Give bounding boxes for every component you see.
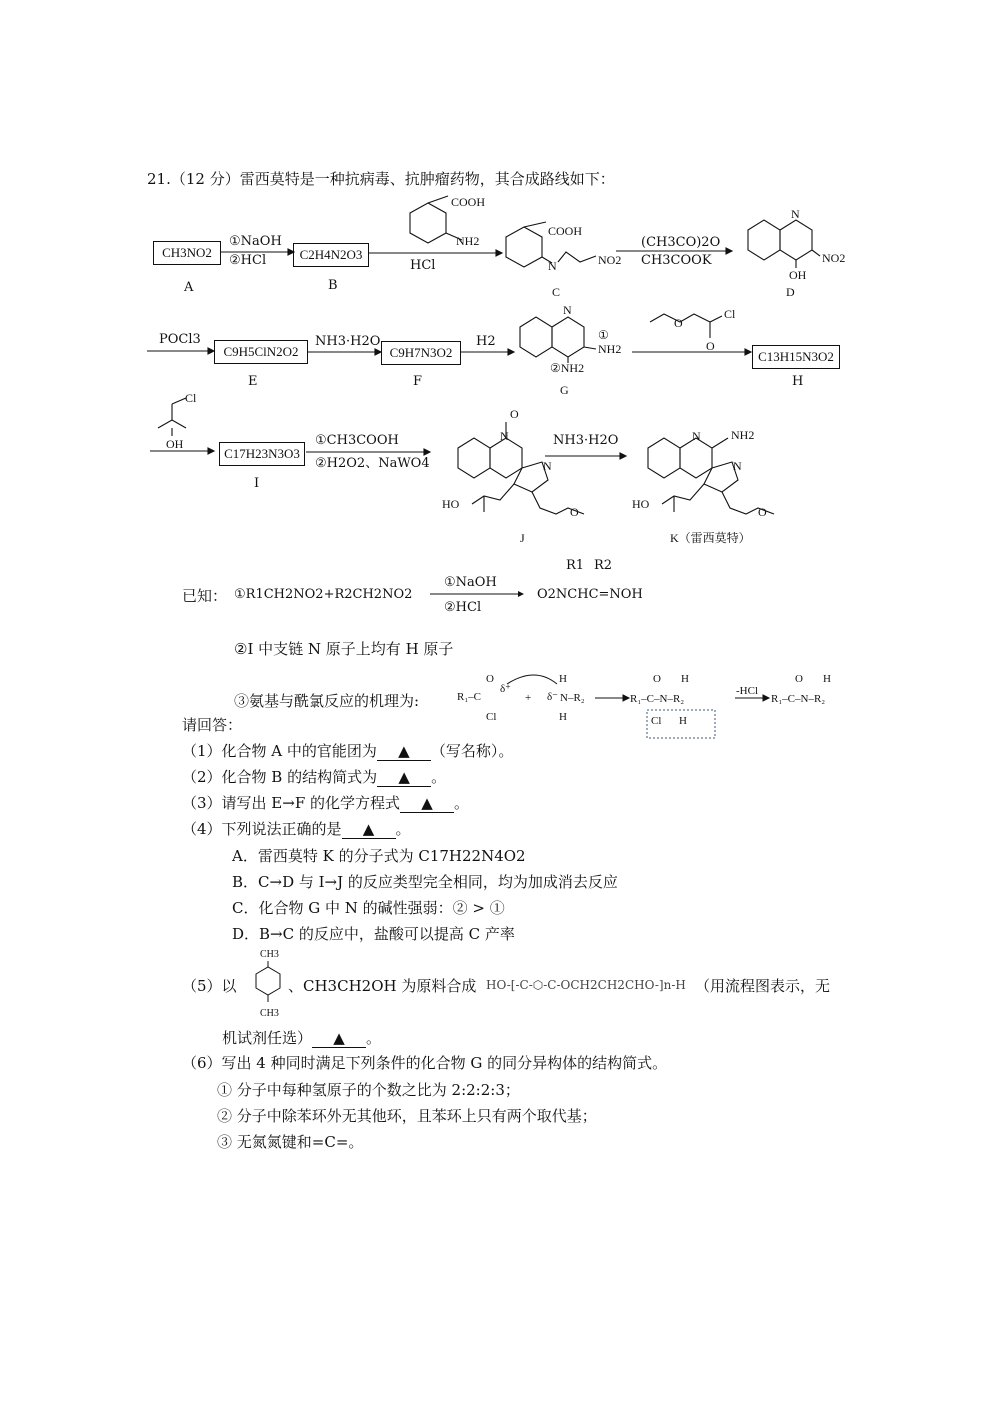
- q4: （4）下列说法正确的是 ▲ 。: [182, 820, 411, 838]
- svg-text:H: H: [823, 673, 831, 685]
- known-r1-cond-bottom: ②HCl: [444, 600, 482, 615]
- compound-b-box: C2H4N2O3: [293, 243, 369, 267]
- step8-bottom: ②H2O2、NaWO4: [315, 456, 430, 471]
- known-r1-arrow: [430, 588, 526, 600]
- d-no2: NO2: [822, 251, 846, 265]
- q3: （3）请写出 E→F 的化学方程式 ▲ 。: [182, 794, 470, 812]
- j-ring-n: N: [543, 459, 552, 473]
- k-ring-n: N: [733, 459, 742, 473]
- label-c: C: [552, 285, 561, 299]
- svg-text:R₁–C–N–R₂: R₁–C–N–R₂: [771, 693, 826, 705]
- svg-text:H: H: [559, 673, 567, 685]
- q3-answer-blank[interactable]: ▲: [400, 794, 454, 813]
- reagent-cooh: COOH: [451, 195, 486, 209]
- label-h: H: [792, 374, 804, 389]
- label-i: I: [254, 476, 260, 491]
- g-site2: ②NH2: [550, 361, 585, 375]
- known-r1-r1: R1: [566, 558, 585, 573]
- option-a: A．雷西莫特 K 的分子式为 C17H22N4O2: [232, 847, 526, 865]
- q6: （6）写出 4 种同时满足下列条件的化合物 G 的同分异构体的结构简式。: [182, 1054, 668, 1072]
- step3-top: (CH3CO)2O: [641, 235, 721, 250]
- compound-e-box: C9H5ClN2O2: [214, 340, 308, 364]
- step1-bottom: ②HCl: [229, 253, 267, 268]
- d-n: N: [791, 207, 800, 221]
- j-o2: O: [570, 505, 579, 519]
- compound-h-box: C13H15N3O2: [752, 345, 840, 369]
- c-n: N: [548, 259, 557, 273]
- synthesis-route-diagram: [0, 0, 992, 560]
- g-n: N: [563, 303, 572, 317]
- label-b: B: [328, 278, 338, 293]
- q5-d: 机试剂任选） ▲ 。: [222, 1029, 382, 1047]
- q1: （1）化合物 A 中的官能团为 ▲ （写名称）。: [182, 742, 514, 760]
- step8-top: ①CH3COOH: [315, 433, 399, 448]
- q4-answer-blank[interactable]: ▲: [342, 820, 396, 839]
- svg-text:δ⁺: δ⁺: [500, 683, 511, 695]
- step6-top: H2: [476, 334, 496, 349]
- svg-text:O: O: [795, 673, 803, 685]
- compound-a-box: CH3NO2: [153, 241, 221, 265]
- step2-bottom: HCl: [410, 258, 436, 273]
- label-f: F: [413, 374, 423, 389]
- svg-text:H: H: [679, 715, 687, 727]
- j-o: O: [510, 407, 519, 421]
- svg-text:R₁–C: R₁–C: [457, 691, 482, 703]
- j-n: N: [500, 429, 509, 443]
- known-label: 已知：: [182, 587, 228, 605]
- k-ho: HO: [632, 497, 650, 511]
- q1-answer-blank[interactable]: ▲: [377, 742, 431, 761]
- known-r1-r2: R2: [594, 558, 613, 573]
- compound-f-box: C9H7N3O2: [381, 341, 461, 365]
- compound-i-box: C17H23N3O3: [219, 442, 305, 466]
- mechanism-diagram: [455, 668, 860, 744]
- known-r1-left: ①R1CH2NO2+R2CH2NO2: [234, 587, 413, 602]
- acyl-cl: Cl: [724, 307, 736, 321]
- svg-text:R₁–C–N–R₂: R₁–C–N–R₂: [630, 693, 685, 705]
- svg-text:H: H: [681, 673, 689, 685]
- svg-text:Cl: Cl: [486, 711, 497, 723]
- q5-c: （用流程图表示，无: [695, 977, 831, 995]
- c-no2: NO2: [598, 253, 622, 267]
- svg-text:CH3: CH3: [260, 1008, 279, 1019]
- condition-1: ① 分子中每种氢原子的个数之比为 2:2:2:3；: [217, 1081, 520, 1099]
- mech-minus-hcl: -HCl: [736, 685, 758, 697]
- k-nh2: NH2: [731, 428, 755, 442]
- known-r1-product: O2NCHC=NOH: [537, 587, 643, 602]
- step1-top: ①NaOH: [229, 234, 282, 249]
- k-o: O: [758, 505, 767, 519]
- svg-text:+: +: [525, 692, 532, 704]
- q5-a: （5）以: [182, 977, 237, 995]
- option-d: D．B→C 的反应中，盐酸可以提高 C 产率: [232, 925, 515, 943]
- svg-text:O: O: [653, 673, 661, 685]
- prompt: 请回答：: [182, 716, 243, 734]
- known-r2: ②I 中支链 N 原子上均有 H 原子: [234, 640, 454, 658]
- label-a: A: [184, 280, 194, 295]
- svg-text:Cl: Cl: [651, 715, 662, 727]
- q2: （2）化合物 B 的结构简式为 ▲ 。: [182, 768, 447, 786]
- known-r1-cond-top: ①NaOH: [444, 575, 497, 590]
- label-k: K（雷西莫特）: [670, 531, 751, 545]
- reagent-nh2: NH2: [456, 234, 480, 248]
- q2-answer-blank[interactable]: ▲: [377, 768, 431, 787]
- label-e: E: [248, 374, 258, 389]
- svg-text:N–R₂: N–R₂: [560, 692, 585, 704]
- reagent-oh: OH: [166, 437, 184, 451]
- g-site1: ①: [598, 328, 609, 342]
- p-xylene-structure: [248, 946, 288, 1020]
- label-j: J: [520, 531, 525, 545]
- known-r3: ③氨基与酰氯反应的机理为:: [234, 692, 420, 710]
- c-cooh: COOH: [548, 224, 583, 238]
- question-header: 21.（12 分）雷西莫特是一种抗病毒、抗肿瘤药物，其合成路线如下：: [147, 170, 615, 188]
- condition-2: ② 分子中除苯环外无其他环，且苯环上只有两个取代基；: [217, 1107, 597, 1125]
- acyl-o: O: [674, 316, 683, 330]
- option-c: C．化合物 G 中 N 的碱性强弱：② > ①: [232, 899, 505, 917]
- svg-text:CH3: CH3: [260, 949, 279, 960]
- label-g: G: [560, 383, 569, 397]
- svg-text:O: O: [486, 673, 494, 685]
- option-b: B．C→D 与 I→J 的反应类型完全相同，均为加成消去反应: [232, 873, 618, 891]
- k-n: N: [692, 429, 701, 443]
- step3-bottom: CH3COOK: [641, 253, 712, 268]
- svg-text:δ⁻: δ⁻: [547, 691, 558, 703]
- d-oh: OH: [789, 268, 807, 282]
- svg-text:H: H: [559, 711, 567, 723]
- acyl-o2: O: [706, 339, 715, 353]
- step5-top: NH3·H2O: [315, 334, 381, 349]
- q5-target-polymer: HO-[-C-⬡-C-OCH2CH2CHO-]n-H: [486, 978, 686, 992]
- g-nh2-1: NH2: [598, 342, 622, 356]
- q5-b: 、CH3CH2OH 为原料合成: [288, 977, 477, 995]
- step4-top: POCl3: [159, 332, 201, 347]
- q5-answer-blank[interactable]: ▲: [312, 1029, 366, 1048]
- j-ho: HO: [442, 497, 460, 511]
- label-d: D: [786, 285, 795, 299]
- condition-3: ③ 无氮氮键和=C=。: [217, 1133, 364, 1151]
- step9-top: NH3·H2O: [553, 433, 619, 448]
- reagent-cl: Cl: [185, 391, 197, 405]
